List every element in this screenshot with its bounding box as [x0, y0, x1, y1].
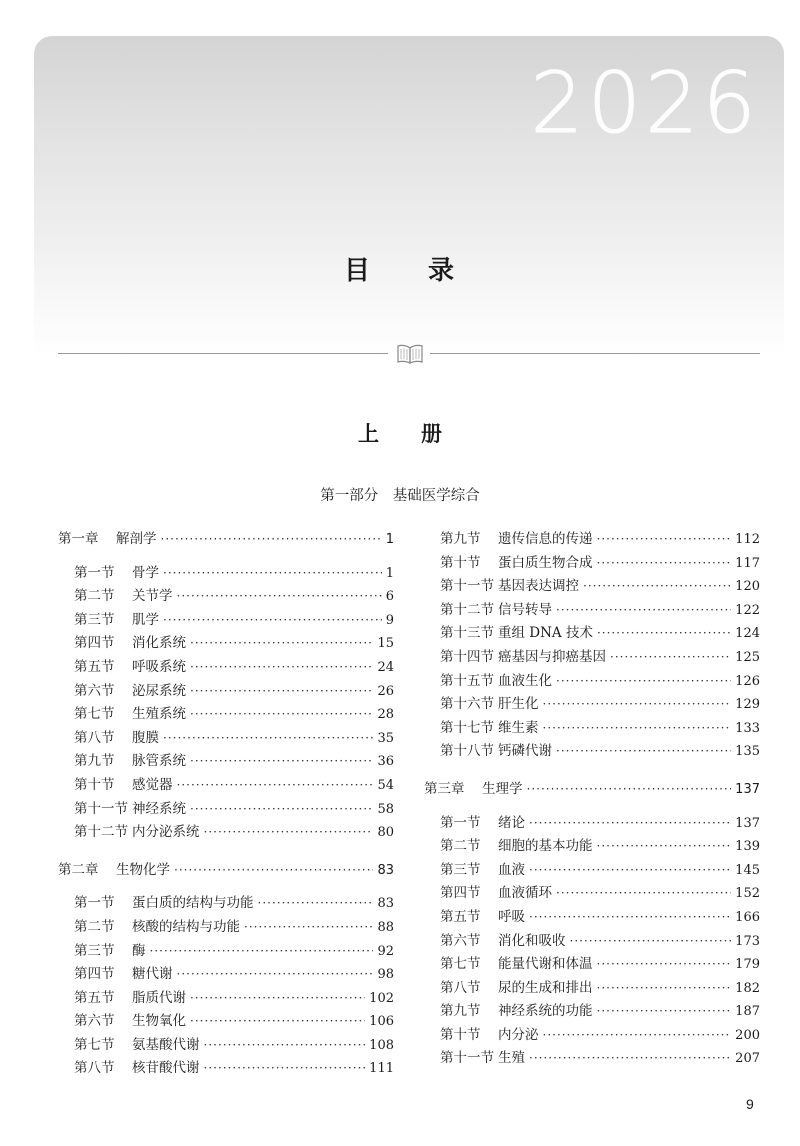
- toc-section-entry[interactable]: [424, 575, 760, 599]
- entry-page: 187: [735, 1004, 760, 1020]
- entry-title: 蛋白质生物合成: [498, 554, 593, 571]
- dot-leader: [556, 599, 731, 623]
- toc-chapter-entry[interactable]: [58, 859, 394, 883]
- entry-number: 第八节: [74, 729, 115, 746]
- toc-section-entry[interactable]: [424, 740, 760, 764]
- toc-section-entry[interactable]: [424, 812, 760, 836]
- entry-title: 骨学: [132, 564, 159, 581]
- entry-page: 129: [735, 697, 760, 713]
- entry-page: 1: [385, 565, 394, 581]
- dot-leader: [543, 693, 732, 717]
- toc-section-entry[interactable]: [424, 1000, 760, 1024]
- entry-title: 核酸的结构与功能: [132, 918, 240, 935]
- toc-chapter-entry[interactable]: [58, 528, 394, 552]
- entry-title: 尿的生成和排出: [498, 979, 593, 996]
- toc-section-entry[interactable]: [424, 717, 760, 741]
- entry-title: 内分泌系统: [132, 824, 200, 841]
- entry-number: 第三章: [424, 780, 465, 797]
- entry-number: 第六节: [74, 1013, 115, 1030]
- entry-page: 111: [369, 1061, 394, 1077]
- toc-section-entry[interactable]: [58, 1034, 394, 1058]
- dot-leader: [543, 717, 732, 741]
- page-number: 9: [746, 1096, 754, 1112]
- entry-title: 感觉器: [132, 776, 173, 793]
- entry-number: 第六节: [74, 682, 115, 699]
- toc-section-entry[interactable]: [58, 680, 394, 704]
- entry-title: 生殖系统: [132, 706, 186, 723]
- entry-number: 第四节: [74, 635, 115, 652]
- entry-page: 88: [377, 919, 394, 935]
- entry-page: 207: [735, 1051, 760, 1067]
- entry-page: 112: [735, 532, 760, 547]
- entry-page: 179: [735, 957, 760, 973]
- entry-title: 钙磷代谢: [498, 743, 552, 760]
- dot-leader: [556, 882, 731, 906]
- entry-number: 第十二节: [440, 601, 494, 618]
- entry-page: 102: [369, 990, 394, 1006]
- entry-title: 细胞的基本功能: [498, 838, 593, 855]
- entry-number: 第二节: [74, 588, 115, 605]
- toc-section-entry[interactable]: [424, 1024, 760, 1048]
- entry-number: 第二章: [58, 861, 99, 878]
- entry-title: 蛋白质的结构与功能: [132, 895, 254, 912]
- toc-section-entry[interactable]: [58, 1010, 394, 1034]
- dot-leader: [597, 1000, 732, 1024]
- toc-section-entry[interactable]: [424, 1047, 760, 1071]
- dot-leader: [190, 632, 373, 656]
- entry-title: 泌尿系统: [132, 682, 186, 699]
- dot-leader: [190, 680, 373, 704]
- entry-title: 脂质代谢: [132, 989, 186, 1006]
- toc-section-entry[interactable]: [424, 930, 760, 954]
- dot-leader: [244, 916, 373, 940]
- entry-title: 遗传信息的传递: [498, 531, 593, 547]
- part-title: 第一部分 基础医学综合: [320, 488, 480, 504]
- toc-section-entry[interactable]: [424, 622, 760, 646]
- dot-leader: [190, 750, 373, 774]
- toc-section-entry[interactable]: [58, 963, 394, 987]
- dot-leader: [177, 774, 374, 798]
- toc-section-entry[interactable]: [424, 599, 760, 623]
- toc-section-entry[interactable]: [58, 1057, 394, 1081]
- dot-leader: [527, 778, 732, 802]
- toc-right-column: [424, 528, 760, 1071]
- entry-number: 第二节: [74, 918, 115, 935]
- entry-title: 消化和吸收: [498, 932, 566, 949]
- entry-number: 第七节: [74, 706, 115, 723]
- entry-number: 第五节: [74, 658, 115, 675]
- entry-page: 80: [377, 825, 394, 841]
- entry-page: 120: [735, 579, 760, 595]
- entry-number: 第十七节: [440, 719, 494, 736]
- entry-title: 脉管系统: [132, 753, 186, 770]
- dot-leader: [177, 585, 382, 609]
- entry-page: 135: [735, 744, 760, 760]
- entry-number: 第三节: [74, 942, 115, 959]
- entry-page: 6: [385, 589, 394, 605]
- entry-number: 第一节: [440, 814, 481, 831]
- entry-page: 137: [735, 815, 760, 831]
- dot-leader: [529, 859, 731, 883]
- dot-leader: [190, 798, 373, 822]
- toc-section-entry[interactable]: [424, 977, 760, 1001]
- entry-title: 肌学: [132, 611, 159, 628]
- dot-leader: [597, 835, 732, 859]
- entry-title: 呼吸系统: [132, 658, 186, 675]
- dot-leader: [529, 1047, 731, 1071]
- toc-section-entry[interactable]: [58, 892, 394, 916]
- toc-section-entry[interactable]: [424, 882, 760, 906]
- entry-number: 第四节: [74, 966, 115, 983]
- dot-leader: [597, 622, 731, 646]
- dot-leader: [161, 528, 382, 552]
- entry-page: 182: [735, 980, 760, 996]
- entry-number: 第十一节: [74, 800, 128, 817]
- entry-title: 内分泌: [498, 1026, 539, 1043]
- toc-section-entry[interactable]: [424, 670, 760, 694]
- entry-title: 腹膜: [132, 729, 159, 746]
- entry-page: 26: [377, 683, 394, 699]
- dot-leader: [190, 987, 365, 1011]
- toc-section-entry[interactable]: [58, 750, 394, 774]
- entry-number: 第九节: [74, 753, 115, 770]
- entry-number: 第十三节: [440, 625, 494, 642]
- dot-leader: [556, 740, 731, 764]
- entry-number: 第八节: [440, 979, 481, 996]
- toc-section-entry[interactable]: [58, 798, 394, 822]
- entry-number: 第九节: [440, 1003, 481, 1020]
- entry-title: 血液生化: [498, 672, 552, 689]
- entry-page: 24: [377, 659, 394, 675]
- entry-page: 106: [369, 1014, 394, 1030]
- entry-number: 第八节: [74, 1060, 115, 1077]
- entry-title: 信号转导: [498, 601, 552, 618]
- entry-title: 酶: [132, 942, 146, 959]
- entry-page: 92: [377, 943, 394, 959]
- entry-title: 神经系统: [132, 800, 186, 817]
- dot-leader: [204, 821, 374, 845]
- toc-section-entry[interactable]: [58, 585, 394, 609]
- dot-leader: [204, 1057, 366, 1081]
- entry-number: 第十一节: [440, 578, 494, 595]
- volume-title: 上 册: [358, 422, 442, 446]
- header-banner: [34, 36, 784, 356]
- dot-leader: [163, 727, 373, 751]
- entry-number: 第三节: [440, 861, 481, 878]
- entry-number: 第十节: [440, 554, 481, 571]
- toc-section-entry[interactable]: [58, 703, 394, 727]
- dot-leader: [570, 930, 732, 954]
- entry-page: 28: [377, 707, 394, 723]
- entry-title: 基因表达调控: [498, 578, 579, 595]
- divider-left: [58, 353, 388, 354]
- entry-title: 癌基因与抑癌基因: [498, 648, 606, 665]
- toc-section-entry[interactable]: [424, 953, 760, 977]
- entry-page: 58: [377, 801, 394, 817]
- entry-title: 神经系统的功能: [498, 1003, 593, 1020]
- entry-title: 解剖学: [116, 531, 157, 547]
- toc-section-entry[interactable]: [424, 906, 760, 930]
- entry-title: 重组 DNA 技术: [498, 625, 593, 642]
- entry-page: 124: [735, 626, 760, 642]
- entry-page: 126: [735, 673, 760, 689]
- toc-section-entry[interactable]: [58, 987, 394, 1011]
- dot-leader: [610, 646, 731, 670]
- entry-number: 第一节: [74, 564, 115, 581]
- dot-leader: [597, 977, 732, 1001]
- dot-leader: [543, 1024, 732, 1048]
- entry-title: 能量代谢和体温: [498, 956, 593, 973]
- toc-section-entry[interactable]: [58, 727, 394, 751]
- dot-leader: [258, 892, 374, 916]
- toc-section-entry[interactable]: [424, 528, 760, 552]
- dot-leader: [190, 1010, 365, 1034]
- entry-number: 第十四节: [440, 648, 494, 665]
- entry-page: 54: [377, 777, 394, 793]
- open-book-icon: [395, 343, 425, 365]
- entry-page: 9: [385, 612, 394, 628]
- dot-leader: [174, 859, 373, 883]
- entry-number: 第十六节: [440, 696, 494, 713]
- dot-leader: [597, 552, 732, 576]
- entry-page: 35: [377, 730, 394, 746]
- entry-number: 第十二节: [74, 824, 128, 841]
- entry-page: 166: [735, 909, 760, 925]
- entry-title: 血液: [498, 861, 525, 878]
- entry-page: 139: [735, 839, 760, 855]
- toc-section-entry[interactable]: [424, 646, 760, 670]
- entry-number: 第七节: [74, 1036, 115, 1053]
- dot-leader: [529, 812, 731, 836]
- entry-page: 122: [735, 602, 760, 618]
- dot-leader: [597, 528, 732, 552]
- entry-page: 200: [735, 1027, 760, 1043]
- dot-leader: [556, 670, 731, 694]
- entry-title: 生物氧化: [132, 1013, 186, 1030]
- entry-number: 第一节: [74, 895, 115, 912]
- entry-number: 第一章: [58, 531, 99, 547]
- entry-page: 83: [377, 896, 394, 912]
- entry-number: 第五节: [440, 908, 481, 925]
- divider-right: [430, 353, 760, 354]
- entry-page: 15: [377, 636, 394, 652]
- entry-title: 氨基酸代谢: [132, 1036, 200, 1053]
- toc-section-entry[interactable]: [58, 632, 394, 656]
- dot-leader: [163, 562, 382, 586]
- entry-page: 83: [377, 862, 394, 878]
- entry-number: 第七节: [440, 956, 481, 973]
- page-title: 目 录: [343, 256, 456, 286]
- entry-number: 第五节: [74, 989, 115, 1006]
- entry-title: 消化系统: [132, 635, 186, 652]
- entry-page: 98: [377, 967, 394, 983]
- entry-page: 152: [735, 886, 760, 902]
- toc-section-entry[interactable]: [58, 562, 394, 586]
- entry-page: 133: [735, 720, 760, 736]
- entry-page: 117: [735, 555, 760, 571]
- toc-section-entry[interactable]: [424, 693, 760, 717]
- entry-number: 第四节: [440, 885, 481, 902]
- entry-number: 第十节: [440, 1026, 481, 1043]
- toc-section-entry[interactable]: [424, 859, 760, 883]
- entry-title: 血液循环: [498, 885, 552, 902]
- entry-page: 137: [735, 781, 760, 797]
- entry-number: 第十一节: [440, 1050, 494, 1067]
- entry-number: 第三节: [74, 611, 115, 628]
- dot-leader: [597, 953, 732, 977]
- entry-title: 关节学: [132, 588, 173, 605]
- entry-title: 生殖: [498, 1050, 525, 1067]
- toc-section-entry[interactable]: [58, 656, 394, 680]
- year-label: 2026: [530, 54, 760, 152]
- entry-title: 绪论: [498, 814, 525, 831]
- entry-page: 173: [735, 933, 760, 949]
- dot-leader: [150, 940, 374, 964]
- toc-section-entry[interactable]: [58, 940, 394, 964]
- entry-page: 1: [385, 532, 394, 547]
- entry-number: 第九节: [440, 531, 481, 547]
- toc-chapter-entry[interactable]: [424, 778, 760, 802]
- dot-leader: [190, 656, 373, 680]
- toc-section-entry[interactable]: [58, 609, 394, 633]
- toc-section-entry[interactable]: [58, 916, 394, 940]
- toc-left-column: [58, 528, 394, 1081]
- dot-leader: [583, 575, 731, 599]
- entry-title: 生理学: [482, 780, 523, 797]
- entry-title: 呼吸: [498, 908, 525, 925]
- entry-title: 维生素: [498, 719, 539, 736]
- entry-number: 第十节: [74, 776, 115, 793]
- toc-section-entry[interactable]: [58, 821, 394, 845]
- entry-title: 核苷酸代谢: [132, 1060, 200, 1077]
- entry-page: 125: [735, 649, 760, 665]
- entry-number: 第六节: [440, 932, 481, 949]
- toc-section-entry[interactable]: [424, 552, 760, 576]
- dot-leader: [529, 906, 731, 930]
- entry-page: 36: [377, 754, 394, 770]
- entry-number: 第二节: [440, 838, 481, 855]
- entry-title: 生物化学: [116, 861, 170, 878]
- entry-page: 108: [369, 1037, 394, 1053]
- entry-title: 肝生化: [498, 696, 539, 713]
- entry-number: 第十八节: [440, 743, 494, 760]
- dot-leader: [190, 703, 373, 727]
- dot-leader: [204, 1034, 366, 1058]
- dot-leader: [163, 609, 382, 633]
- entry-number: 第十五节: [440, 672, 494, 689]
- toc-section-entry[interactable]: [424, 835, 760, 859]
- entry-page: 145: [735, 862, 760, 878]
- entry-title: 糖代谢: [132, 966, 173, 983]
- toc-section-entry[interactable]: [58, 774, 394, 798]
- dot-leader: [177, 963, 374, 987]
